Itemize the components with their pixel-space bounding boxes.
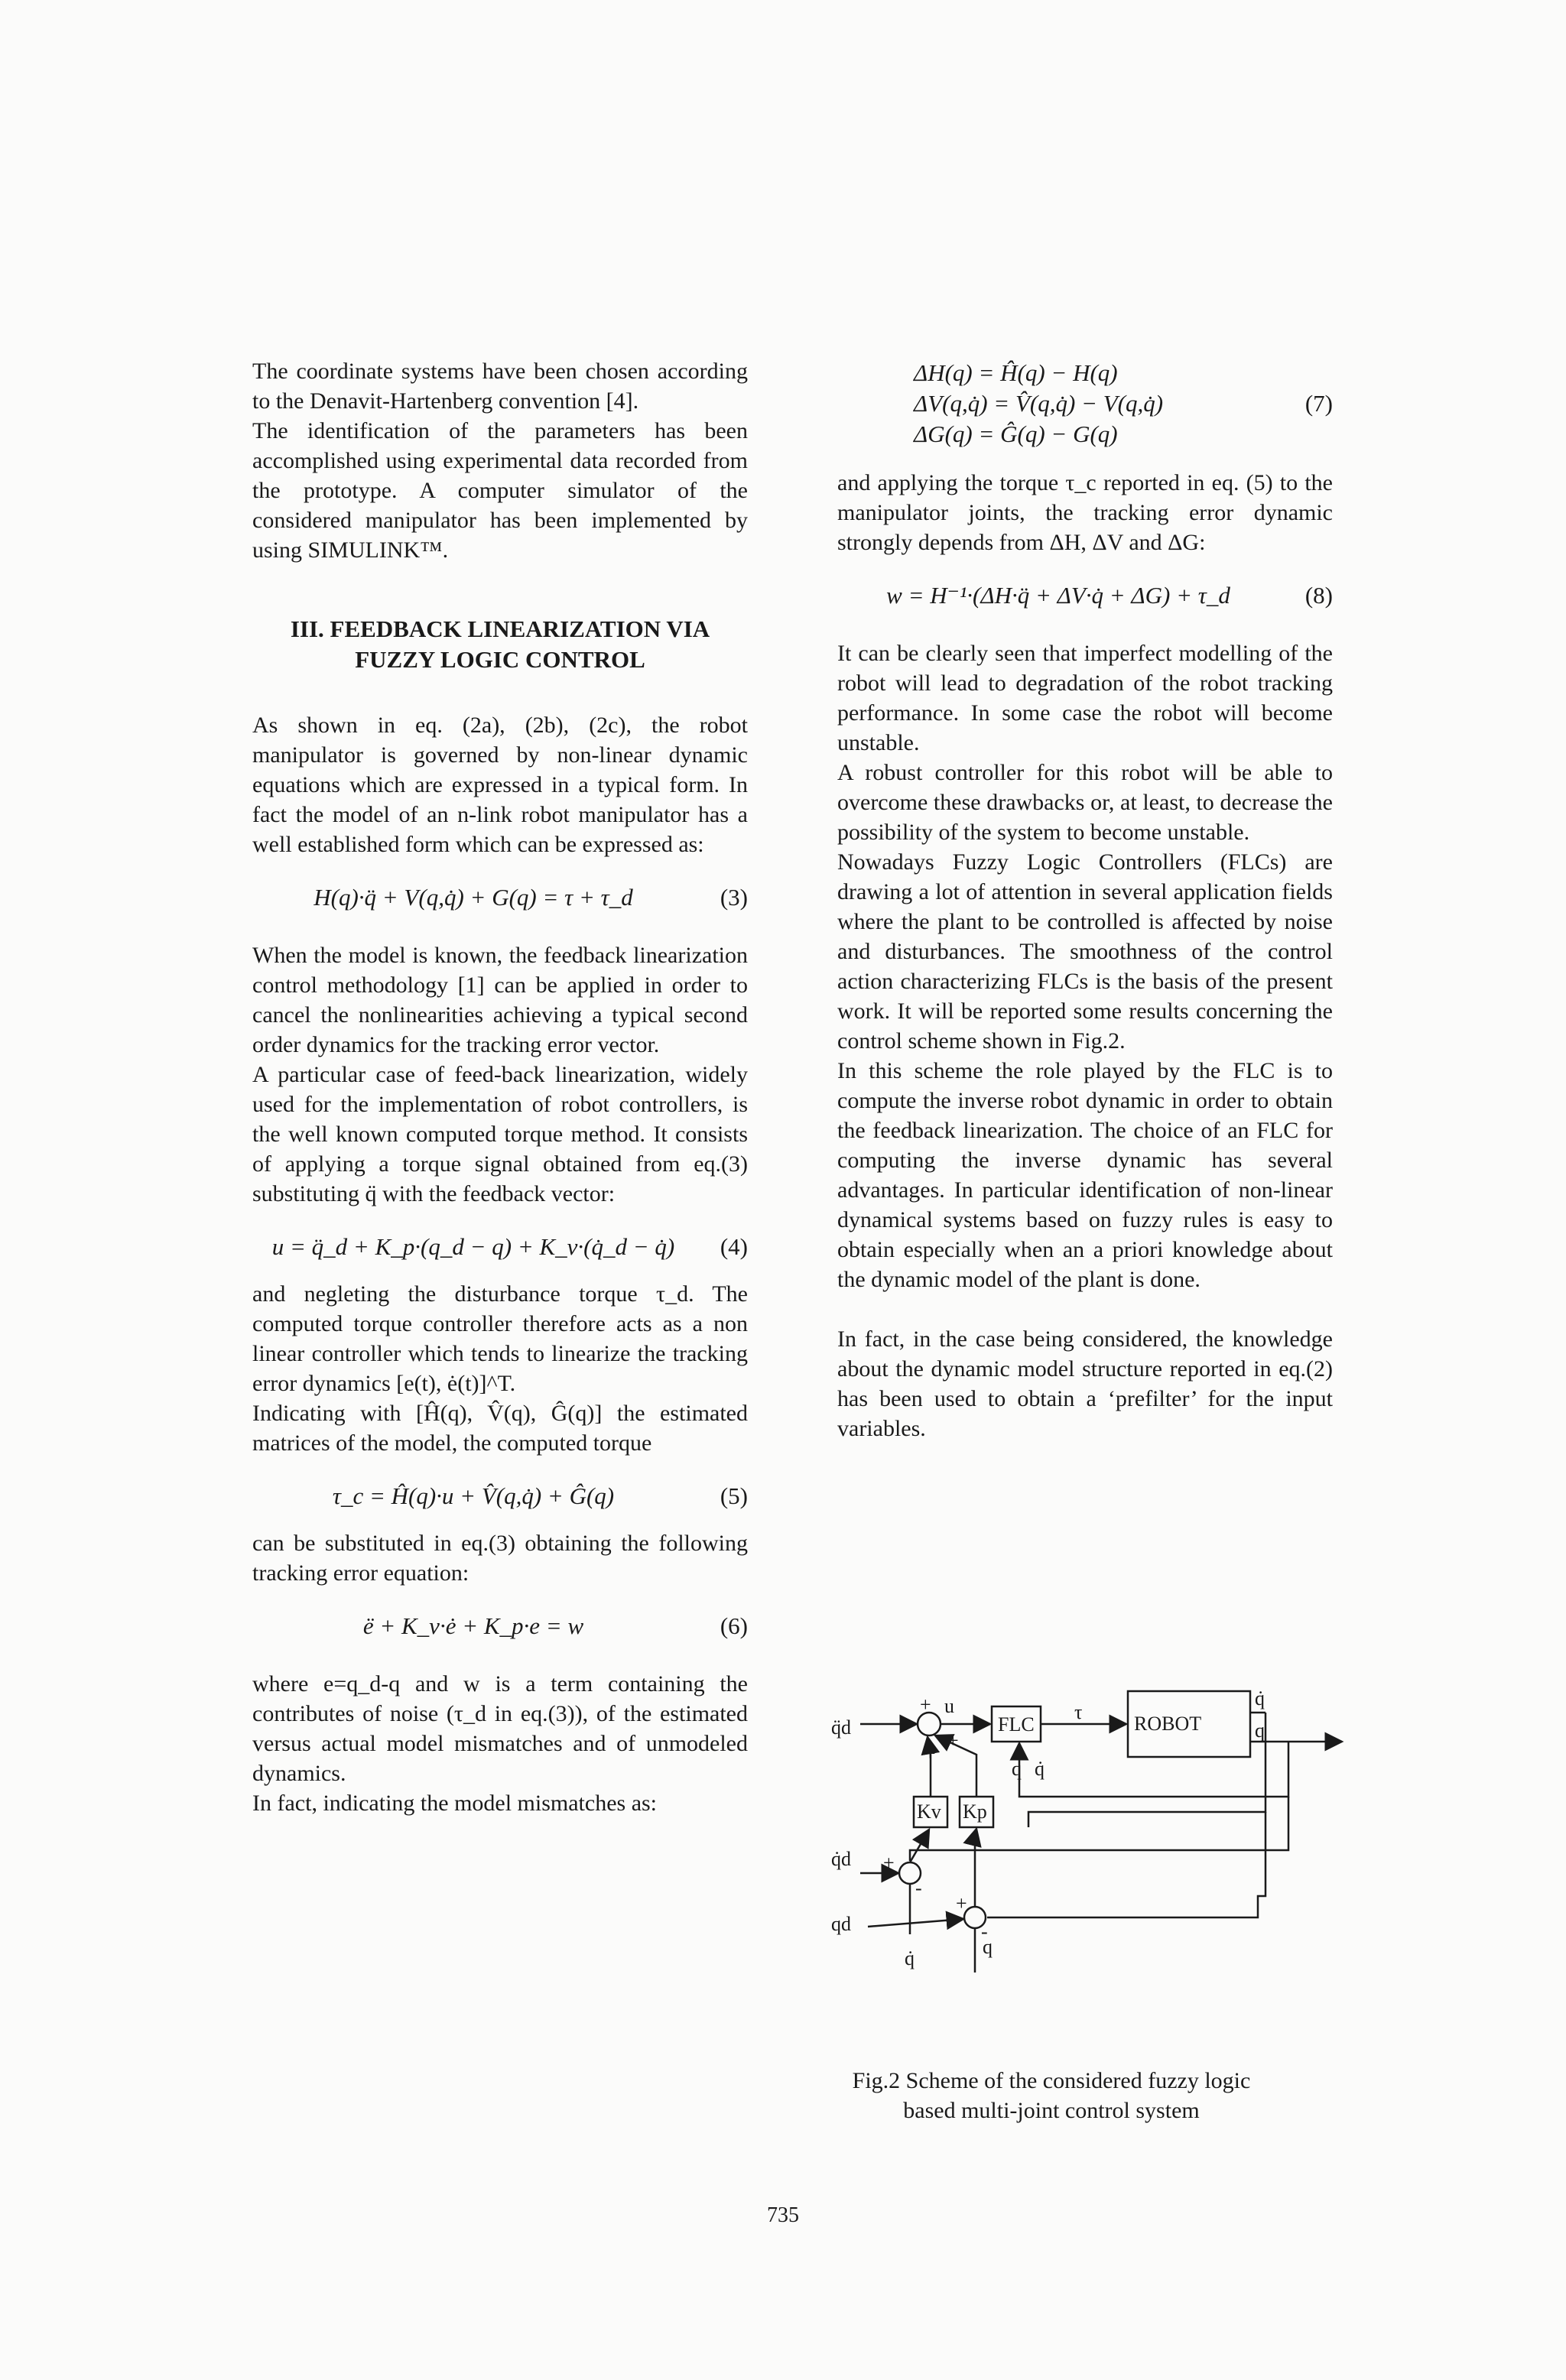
equation-number: (6): [720, 1612, 748, 1639]
paragraph: In this scheme the role played by the FLC is to compute the inverse robot dynamic in order to obtain the feedback linearization. The choice of an FLC for computing the inverse dynamic has several advantages. In particular identification of non-linear dynamical systems based on fuzzy rules is easy to obtain especially when an a priori knowledge about the dynamic model of the plant is done.: [837, 1058, 1333, 1292]
paragraph: where e=q_d-q and w is a term containing the contributes of noise (τ_d in eq.(3)), of the estimated versus actual model mismatches and of unmodeled dynamics.: [252, 1671, 748, 1786]
figure-caption: Fig.2 Scheme of the considered fuzzy logic based multi-joint control system: [852, 2068, 1251, 2123]
label-minus: -: [981, 1921, 988, 1943]
label-flc: FLC: [998, 1713, 1035, 1735]
label-qd-dot: q̇d: [831, 1848, 851, 1870]
label-q-dot-bottom: q̇: [905, 1947, 915, 1969]
label-plus: +: [920, 1693, 931, 1716]
paragraph: The identification of the parameters has been accomplished using experimental data recorded from the prototype. A computer simulator of the considered manipulator has been implemented by using SIMULINK™.: [252, 418, 748, 563]
label-plus: +: [956, 1892, 967, 1914]
label-tau: τ: [1074, 1701, 1083, 1723]
paragraph: A robust controller for this robot will be able to overcome these drawbacks or, at least, to decrease the possibility of the system to become unstable.: [837, 760, 1333, 845]
label-robot: ROBOT: [1134, 1713, 1202, 1735]
label-plus: +: [947, 1729, 959, 1752]
equation-body: [914, 358, 1279, 450]
right-column: [837, 358, 1333, 1443]
paragraph: Indicating with [Ĥ(q), V̂(q), Ĝ(q)] the estimated matrices of the model, the computed torque: [252, 1401, 748, 1456]
paragraph: A particular case of feed-back linearization, widely used for the implementation of robot controllers, is the well known computed torque method. It consists of applying a torque signal obtained from eq.(3) substituting q̈ with the feedback vector:: [252, 1062, 748, 1206]
equation-number: (8): [1304, 582, 1333, 609]
equation-number: (5): [720, 1482, 748, 1509]
paragraph: Nowadays Fuzzy Logic Controllers (FLCs) are drawing a lot of attention in several application fields where the plant to be controlled is affected by noise and disturbances. The smoothness of the control action characterizing FLCs is the basis of the present work. It will be reported some results concerning the control scheme shown in Fig.2.: [837, 849, 1333, 1054]
label-q-bottom: q: [983, 1936, 993, 1958]
label-qd: qd: [831, 1913, 851, 1935]
equation-7: [837, 358, 1333, 450]
equation-line: ΔH(q) = Ĥ(q) − H(q): [914, 359, 1118, 386]
paragraph: and applying the torque τ_c reported in eq. (5) to the manipulator joints, the tracking error dynamic strongly depends from ΔH, ΔV and ΔG:: [837, 470, 1333, 555]
paragraph: As shown in eq. (2a), (2b), (2c), the robot manipulator is governed by non-linear dynamic equations which are expressed in a typical form. In fact the model of an n-link robot manipulator has a well established form which can be expressed as:: [252, 713, 748, 857]
equation-number: (7): [1304, 390, 1333, 417]
equation-body: w = H⁻¹·(ΔH·q̈ + ΔV·q̇ + ΔG) + τ_d: [886, 582, 1230, 609]
equation-body: u = q̈_d + K_p·(q_d − q) + K_v·(q̇_d − q̇): [271, 1233, 675, 1260]
section-heading: III. FEEDBACK LINEARIZATION VIA FUZZY LOGIC CONTROL: [290, 615, 710, 673]
paragraph: In fact, in the case being considered, the knowledge about the dynamic model structure reported in eq.(2) has been used to obtain a ‘prefilter’ for the input variables.: [837, 1326, 1333, 1441]
label-minus: -: [915, 1877, 922, 1899]
equation-line: ΔG(q) = Ĝ(q) − G(q): [914, 420, 1118, 447]
summing-junction-main: [918, 1713, 941, 1735]
label-q-out: q: [1255, 1719, 1265, 1742]
equation-number: (4): [720, 1233, 748, 1260]
paragraph: In fact, indicating the model mismatches as:: [252, 1791, 658, 1816]
label-q-dot-fb: q̇: [1035, 1758, 1045, 1780]
label-q-dot-out: q̇: [1255, 1687, 1265, 1710]
equation-8: [837, 580, 1333, 615]
equation-body: τ_c = Ĥ(q)·u + V̂(q,q̇) + Ĝ(q): [332, 1482, 615, 1509]
equation-line: ΔV(q,q̇) = V̂(q,q̇) − V(q,q̇): [914, 390, 1164, 417]
paragraph: and negleting the disturbance torque τ_d. The computed torque controller therefore acts as a non linear controller which tends to linearize the tracking error dynamics [e(t), ė(t)]^T.: [252, 1281, 748, 1396]
equation-3: [252, 882, 748, 917]
label-q-fb: q: [1012, 1758, 1022, 1780]
equation-body: H(q)·q̈ + V(q,q̇) + G(q) = τ + τ_d: [314, 884, 633, 911]
paragraph: The coordinate systems have been chosen according to the Denavit-Hartenberg convention [4].: [252, 359, 748, 414]
paragraph: When the model is known, the feedback linearization control methodology [1] can be applied in order to cancel the nonlinearities achieving a typical second order dynamics for the tracking error vector.: [252, 943, 748, 1057]
equation-number: (3): [720, 884, 748, 911]
equation-5: [252, 1481, 748, 1516]
label-kp: Kp: [963, 1800, 987, 1823]
left-column: [252, 356, 748, 1818]
paragraph: It can be clearly seen that imperfect modelling of the robot will lead to degradation of the robot tracking performance. In some case the robot will become unstable.: [837, 641, 1333, 755]
equation-body: ë + K_v·ė + K_p·e = w: [362, 1612, 584, 1639]
label-kv: Kv: [917, 1800, 941, 1823]
page-number: 735: [767, 2203, 799, 2227]
equation-6: [252, 1611, 748, 1646]
label-plus: +: [924, 1742, 936, 1765]
label-qdd: q̈d: [831, 1716, 851, 1739]
paragraph: can be substituted in eq.(3) obtaining the following tracking error equation:: [252, 1531, 748, 1586]
label-plus: +: [883, 1852, 895, 1874]
label-u: u: [944, 1695, 954, 1717]
equation-4: [252, 1232, 748, 1267]
control-scheme-diagram: [830, 1674, 1350, 2057]
